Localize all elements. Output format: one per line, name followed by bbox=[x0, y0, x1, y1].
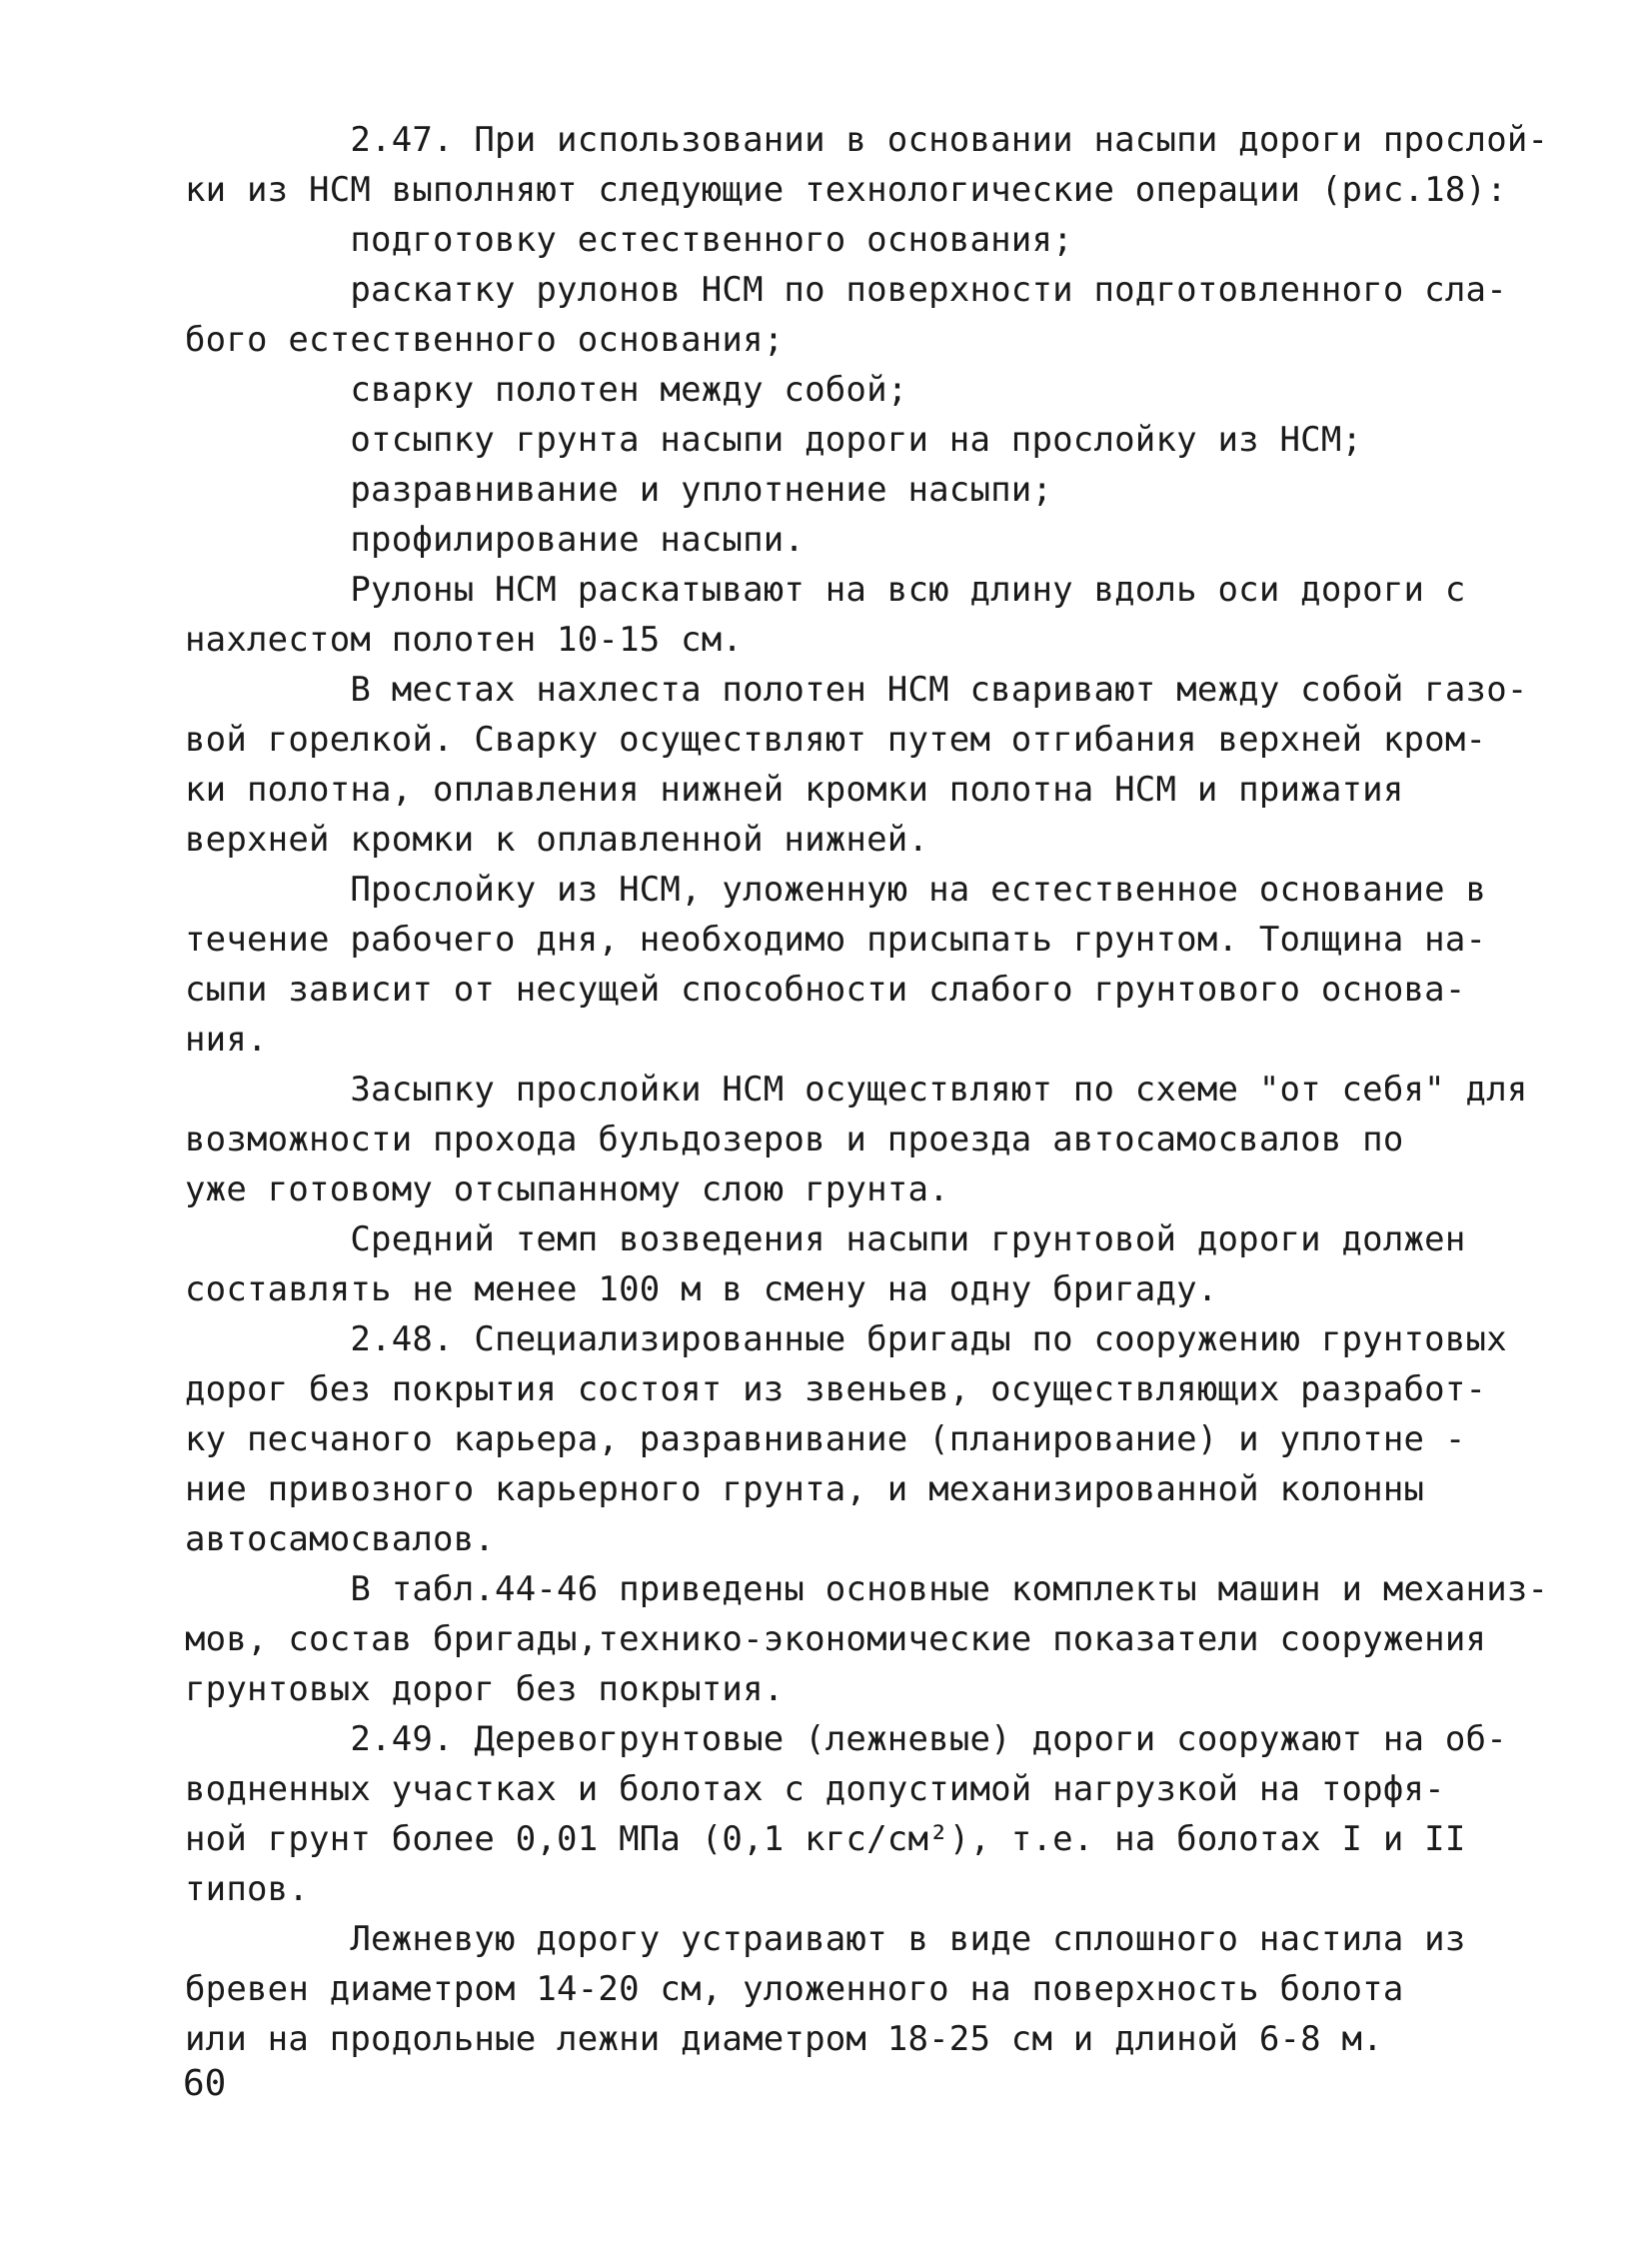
text-line: течение рабочего дня, необходимо присыпать грунтом. Толщина на- bbox=[185, 920, 1487, 960]
text-line: ки полотна, оплавления нижней кромки полотна НСМ и прижатия bbox=[185, 770, 1404, 810]
text-line: раскатку рулонов НСМ по поверхности подготовленного сла- bbox=[185, 270, 1507, 310]
text-line: грунтовых дорог без покрытия. bbox=[185, 1669, 785, 1709]
text-line: водненных участках и болотах с допустимой нагрузкой на торфя- bbox=[185, 1769, 1445, 1809]
text-line: Средний темп возведения насыпи грунтовой дороги должен bbox=[185, 1219, 1466, 1259]
text-line: типов. bbox=[185, 1869, 310, 1909]
text-line: ния. bbox=[185, 1020, 268, 1060]
text-line: бревен диаметром 14-20 см, уложенного на поверхность болота bbox=[185, 1969, 1404, 2009]
text-line: ку песчаного карьера, разравнивание (планирование) и уплотне - bbox=[185, 1419, 1466, 1459]
text-line: дорог без покрытия состоят из звеньев, осуществляющих разработ- bbox=[185, 1369, 1487, 1409]
text-line: подготовку естественного основания; bbox=[185, 220, 1073, 260]
text-line: бого естественного основания; bbox=[185, 320, 785, 360]
text-line: профилирование насыпи. bbox=[185, 520, 806, 560]
text-line: разравнивание и уплотнение насыпи; bbox=[185, 470, 1053, 510]
text-line: автосамосвалов. bbox=[185, 1519, 496, 1559]
page-number: 60 bbox=[183, 2063, 227, 2104]
text-line: сыпи зависит от несущей способности слабого грунтового основа- bbox=[185, 970, 1466, 1010]
text-line: В местах нахлеста полотен НСМ сваривают между собой газо- bbox=[185, 670, 1528, 710]
text-line: сварку полотен между собой; bbox=[185, 370, 908, 410]
text-line: 2.48. Специализированные бригады по сооружению грунтовых bbox=[185, 1319, 1507, 1359]
text-line: ки из НСМ выполняют следующие технологические операции (рис.18): bbox=[185, 170, 1507, 210]
text-line: отсыпку грунта насыпи дороги на прослойку из НСМ; bbox=[185, 420, 1363, 460]
text-line: уже готовому отсыпанному слою грунта. bbox=[185, 1169, 949, 1209]
text-line: 2.47. При использовании в основании насыпи дороги прослой- bbox=[185, 120, 1549, 160]
text-line: ние привозного карьерного грунта, и механизированной колонны bbox=[185, 1469, 1425, 1509]
text-line: нахлестом полотен 10-15 см. bbox=[185, 620, 744, 660]
text-line: мов, состав бригады,технико-экономические показатели сооружения bbox=[185, 1619, 1487, 1659]
text-line: Рулоны НСМ раскатывают на всю длину вдоль оси дороги с bbox=[185, 570, 1466, 610]
text-line: Засыпку прослойки НСМ осуществляют по схеме "от себя" для bbox=[185, 1070, 1528, 1110]
text-line: вой горелкой. Сварку осуществляют путем отгибания верхней кром- bbox=[185, 720, 1487, 760]
text-line: Лежневую дорогу устраивают в виде сплошного настила из bbox=[185, 1919, 1466, 1959]
text-line: 2.49. Деревогрунтовые (лежневые) дороги сооружают на об- bbox=[185, 1719, 1507, 1759]
text-line: возможности прохода бульдозеров и проезда автосамосвалов по bbox=[185, 1120, 1404, 1159]
text-line: ной грунт более 0,01 МПа (0,1 кгс/см²), т.е. на болотах I и II bbox=[185, 1819, 1466, 1859]
text-line: составлять не менее 100 м в смену на одну бригаду. bbox=[185, 1269, 1218, 1309]
text-line: верхней кромки к оплавленной нижней. bbox=[185, 820, 929, 860]
text-line: или на продольные лежни диаметром 18-25 см и длиной 6-8 м. bbox=[185, 2019, 1383, 2059]
text-line: В табл.44-46 приведены основные комплекты машин и механиз- bbox=[185, 1569, 1549, 1609]
text-line: Прослойку из НСМ, уложенную на естественное основание в bbox=[185, 870, 1487, 910]
